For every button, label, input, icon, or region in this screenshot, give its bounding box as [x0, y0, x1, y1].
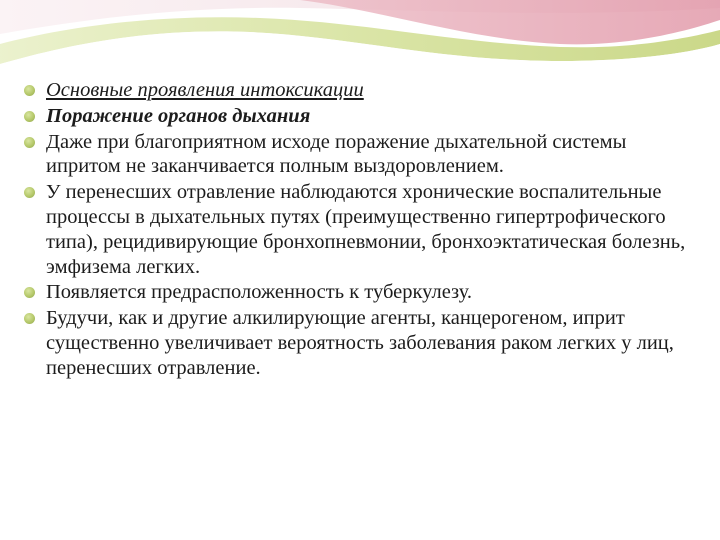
bullet-dot-icon	[24, 137, 35, 148]
bullet-dot-icon	[24, 287, 35, 298]
bullet-item-carcinogen	[22, 306, 692, 380]
bullet-text: Даже при благоприятном исходе поражение дыхательной системы ипритом не заканчивается полным выздоровлением.	[46, 130, 627, 178]
bullet-list	[22, 78, 692, 382]
bullet-item-tuberculosis	[22, 280, 692, 305]
bullet-dot-icon	[24, 85, 35, 96]
bullet-text: У перенесших отравление наблюдаются хронические воспалительные процессы в дыхательных путях (преимущественно гипертрофического типа), рецидивирующие бронхопневмонии, бронхоэктатическая болезнь, эмфизема легких.	[46, 181, 686, 278]
bullet-dot-icon	[24, 187, 35, 198]
bullet-item-intoxication	[22, 78, 692, 103]
bullet-dot-icon	[24, 313, 35, 324]
bullet-text: Поражение органов дыхания	[46, 104, 311, 127]
bullet-item-respiratory	[22, 104, 692, 129]
bullet-text: Появляется предрасположенность к туберкулезу.	[46, 281, 473, 304]
bullet-item-recovery	[22, 130, 692, 180]
bullet-text: Основные проявления интоксикации	[46, 79, 364, 101]
bullet-item-chronic	[22, 180, 692, 279]
bullet-text: Будучи, как и другие алкилирующие агенты, канцерогеном, иприт существенно увеличивает вероятность заболевания раком легких у лиц, перенесших отравление.	[46, 307, 674, 379]
bullet-dot-icon	[24, 111, 35, 122]
